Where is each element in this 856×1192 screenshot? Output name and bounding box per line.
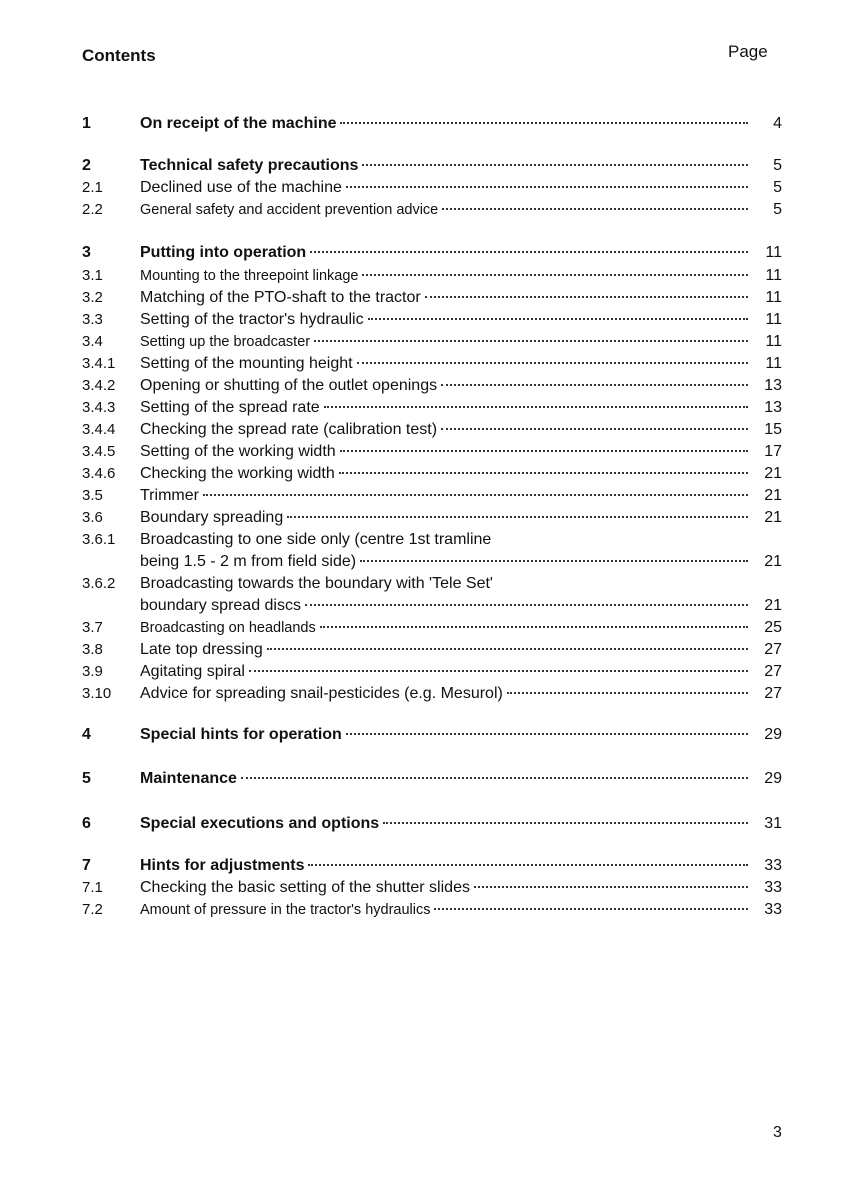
toc-page-number: 4 — [773, 115, 782, 132]
toc-entry[interactable] — [82, 242, 782, 264]
toc-entry[interactable] — [82, 113, 782, 135]
toc-entry[interactable] — [82, 397, 782, 419]
toc-number: 3.4.4 — [82, 421, 116, 438]
toc-number: 3.3 — [82, 311, 103, 328]
toc-entry[interactable] — [82, 485, 782, 507]
toc-title: Checking the basic setting of the shutter slides — [140, 879, 470, 896]
toc-leader-line — [140, 485, 752, 507]
toc-title: Broadcasting to one side only (centre 1st tramline — [140, 531, 492, 548]
toc-leader-line — [140, 639, 752, 661]
dot-leader — [474, 885, 748, 888]
toc-leader-line — [140, 551, 752, 573]
toc-leader-line — [140, 877, 752, 899]
dot-leader — [346, 185, 748, 188]
toc-entry[interactable] — [82, 639, 782, 661]
toc-entry-continuation[interactable] — [82, 595, 782, 617]
toc-leader-line — [140, 287, 752, 309]
toc-number: 5 — [82, 770, 91, 787]
toc-entry[interactable] — [82, 813, 782, 835]
toc-page-number: 21 — [764, 509, 782, 526]
dot-leader — [249, 669, 748, 672]
toc-number: 1 — [82, 115, 91, 132]
toc-title: Late top dressing — [140, 641, 263, 658]
toc-number: 3.8 — [82, 641, 103, 658]
toc-number: 3.5 — [82, 487, 103, 504]
dot-leader — [434, 907, 748, 910]
toc-leader-line — [140, 507, 752, 529]
dot-leader — [314, 339, 748, 342]
toc-page-number: 11 — [765, 289, 782, 306]
toc-entry[interactable] — [82, 287, 782, 309]
toc-title: Declined use of the machine — [140, 179, 342, 196]
toc-number: 3.10 — [82, 685, 112, 702]
toc-entry[interactable] — [82, 683, 782, 705]
toc-page-number: 11 — [765, 333, 782, 350]
toc-page-number: 33 — [764, 857, 782, 874]
toc-entry[interactable] — [82, 199, 782, 221]
toc-leader-line — [140, 595, 752, 617]
toc-page-number: 11 — [765, 244, 782, 261]
dot-leader — [324, 405, 748, 408]
dot-leader — [507, 691, 748, 694]
dot-leader — [241, 776, 748, 779]
toc-entry[interactable] — [82, 155, 782, 177]
toc-title: Setting of the tractor's hydraulic — [140, 311, 364, 328]
toc-title: Matching of the PTO-shaft to the tractor — [140, 289, 421, 306]
toc-page-number: 5 — [773, 157, 782, 174]
toc-page-number: 13 — [764, 399, 782, 416]
toc-number: 3.4.6 — [82, 465, 116, 482]
toc-entry[interactable] — [82, 899, 782, 921]
toc-number: 2 — [82, 157, 91, 174]
toc-page-number: 27 — [764, 685, 782, 702]
page-column-heading: Page — [728, 42, 768, 61]
toc-title: Hints for adjustments — [140, 857, 305, 874]
toc-title: Advice for spreading snail-pesticides (e.g. Mesurol) — [140, 685, 503, 702]
toc-page-number: 11 — [765, 267, 782, 284]
toc-page-number: 21 — [764, 465, 782, 482]
toc-leader-line — [140, 419, 752, 441]
toc-entry[interactable] — [82, 507, 782, 529]
toc-leader-line — [140, 331, 752, 353]
toc-title: Mounting to the threepoint linkage — [140, 268, 359, 284]
dot-leader — [267, 647, 748, 650]
toc-page-number: 21 — [764, 553, 782, 570]
toc-number: 3.4 — [82, 333, 103, 350]
toc-page-number: 29 — [764, 726, 782, 743]
toc-title: Special executions and options — [140, 815, 380, 832]
toc-entry[interactable] — [82, 855, 782, 877]
toc-number: 3.4.1 — [82, 355, 116, 372]
toc-title: Broadcasting towards the boundary with 'Tele Set' — [140, 575, 493, 592]
toc-number: 3.7 — [82, 619, 103, 636]
toc-number: 3 — [82, 244, 91, 261]
dot-leader — [340, 121, 748, 124]
toc-entry[interactable] — [82, 768, 782, 790]
toc-number: 3.6 — [82, 509, 103, 526]
toc-title: Technical safety precautions — [140, 157, 359, 174]
dot-leader — [287, 515, 748, 518]
dot-leader — [441, 383, 748, 386]
dot-leader — [362, 273, 748, 276]
toc-leader-line — [140, 441, 752, 463]
toc-leader-line — [140, 155, 752, 177]
dot-leader — [357, 361, 748, 364]
toc-leader-line — [140, 113, 752, 135]
toc-entry[interactable] — [82, 724, 782, 746]
dot-leader — [320, 625, 748, 628]
toc-title: On receipt of the machine — [140, 115, 337, 132]
toc-title: Broadcasting on headlands — [140, 620, 316, 636]
toc-leader-line — [140, 813, 752, 835]
toc-number: 2.1 — [82, 179, 103, 196]
toc-title: Special hints for operation — [140, 726, 342, 743]
toc-leader-line — [140, 617, 752, 639]
toc-number: 3.6.1 — [82, 531, 116, 548]
toc-title: Checking the working width — [140, 465, 335, 482]
toc-leader-line — [140, 768, 752, 790]
toc-number: 2.2 — [82, 201, 103, 218]
toc-title: Boundary spreading — [140, 509, 284, 526]
dot-leader — [383, 821, 748, 824]
toc-page-number: 29 — [764, 770, 782, 787]
toc-title: Agitating spiral — [140, 663, 245, 680]
toc-title-continued: boundary spread discs — [140, 597, 301, 614]
toc-page-number: 31 — [764, 815, 782, 832]
toc-title: Maintenance — [140, 770, 237, 787]
toc-title: Opening or shutting of the outlet openings — [140, 377, 438, 394]
toc-number: 3.1 — [82, 267, 103, 284]
toc-page-number: 11 — [765, 311, 782, 328]
toc-number: 7.1 — [82, 879, 103, 896]
toc-entry[interactable] — [82, 331, 782, 353]
toc-number: 7 — [82, 857, 91, 874]
toc-title: Putting into operation — [140, 244, 307, 261]
toc-leader-line — [140, 683, 752, 705]
toc-number: 3.4.2 — [82, 377, 116, 394]
toc-leader-line — [140, 353, 752, 375]
toc-title: Setting of the mounting height — [140, 355, 353, 372]
toc-number: 4 — [82, 726, 91, 743]
toc-page-number: 27 — [764, 641, 782, 658]
dot-leader — [360, 559, 748, 562]
toc-number: 3.4.3 — [82, 399, 116, 416]
toc-page-number: 25 — [764, 619, 782, 636]
toc-entry[interactable] — [82, 463, 782, 485]
toc-number: 3.6.2 — [82, 575, 116, 592]
toc-leader-line — [140, 899, 752, 921]
toc-number: 6 — [82, 815, 91, 832]
toc-entry[interactable] — [82, 441, 782, 463]
toc-page-number: 11 — [765, 355, 782, 372]
dot-leader — [310, 250, 748, 253]
toc-page-number: 15 — [764, 421, 782, 438]
toc-entry[interactable] — [82, 309, 782, 331]
toc-leader-line — [140, 855, 752, 877]
toc-leader-line — [140, 463, 752, 485]
toc-number: 3.2 — [82, 289, 103, 306]
toc-leader-line — [140, 199, 752, 221]
toc-page-number: 21 — [764, 487, 782, 504]
dot-leader — [339, 471, 748, 474]
toc-title: Setting of the working width — [140, 443, 336, 460]
dot-leader — [425, 295, 748, 298]
toc-title: Amount of pressure in the tractor's hydraulics — [140, 902, 431, 918]
toc-entry[interactable] — [82, 265, 782, 287]
toc-entry[interactable] — [82, 661, 782, 683]
dot-leader — [308, 863, 748, 866]
toc-page-number: 33 — [764, 879, 782, 896]
toc-page-number: 5 — [773, 201, 782, 218]
toc-leader-line — [140, 661, 752, 683]
toc-entry[interactable] — [82, 573, 782, 595]
toc-entry[interactable] — [82, 617, 782, 639]
page-number: 3 — [773, 1124, 782, 1141]
toc-page-number: 27 — [764, 663, 782, 680]
dot-leader — [362, 163, 748, 166]
toc-title: Setting of the spread rate — [140, 399, 320, 416]
toc-entry[interactable] — [82, 177, 782, 199]
dot-leader — [368, 317, 748, 320]
toc-number: 3.9 — [82, 663, 103, 680]
toc-page-number: 13 — [764, 377, 782, 394]
dot-leader — [441, 427, 748, 430]
toc-entry[interactable] — [82, 353, 782, 375]
toc-number: 7.2 — [82, 901, 103, 918]
toc-entry[interactable] — [82, 419, 782, 441]
toc-entry[interactable] — [82, 877, 782, 899]
dot-leader — [340, 449, 748, 452]
toc-leader-line — [140, 242, 752, 264]
toc-entry[interactable] — [82, 375, 782, 397]
toc-leader-line — [140, 309, 752, 331]
toc-title-continued: being 1.5 - 2 m from field side) — [140, 553, 357, 570]
toc-number: 3.4.5 — [82, 443, 116, 460]
toc-entry-continuation[interactable] — [82, 551, 782, 573]
toc-page-number: 21 — [764, 597, 782, 614]
toc-leader-line — [140, 177, 752, 199]
toc-entry[interactable] — [82, 529, 782, 551]
contents-heading: Contents — [82, 46, 156, 65]
toc-leader-line — [140, 724, 752, 746]
toc-title: General safety and accident prevention advice — [140, 202, 439, 218]
dot-leader — [203, 493, 748, 496]
toc-leader-line — [140, 375, 752, 397]
dot-leader — [305, 603, 748, 606]
toc-title: Setting up the broadcaster — [140, 334, 311, 350]
toc-page-number: 33 — [764, 901, 782, 918]
toc-leader-line — [140, 265, 752, 287]
toc-page-number: 17 — [764, 443, 782, 460]
toc-title: Checking the spread rate (calibration test) — [140, 421, 438, 438]
dot-leader — [346, 732, 748, 735]
toc-page-number: 5 — [773, 179, 782, 196]
toc-title: Trimmer — [140, 487, 199, 504]
toc-leader-line — [140, 397, 752, 419]
dot-leader — [442, 207, 748, 210]
